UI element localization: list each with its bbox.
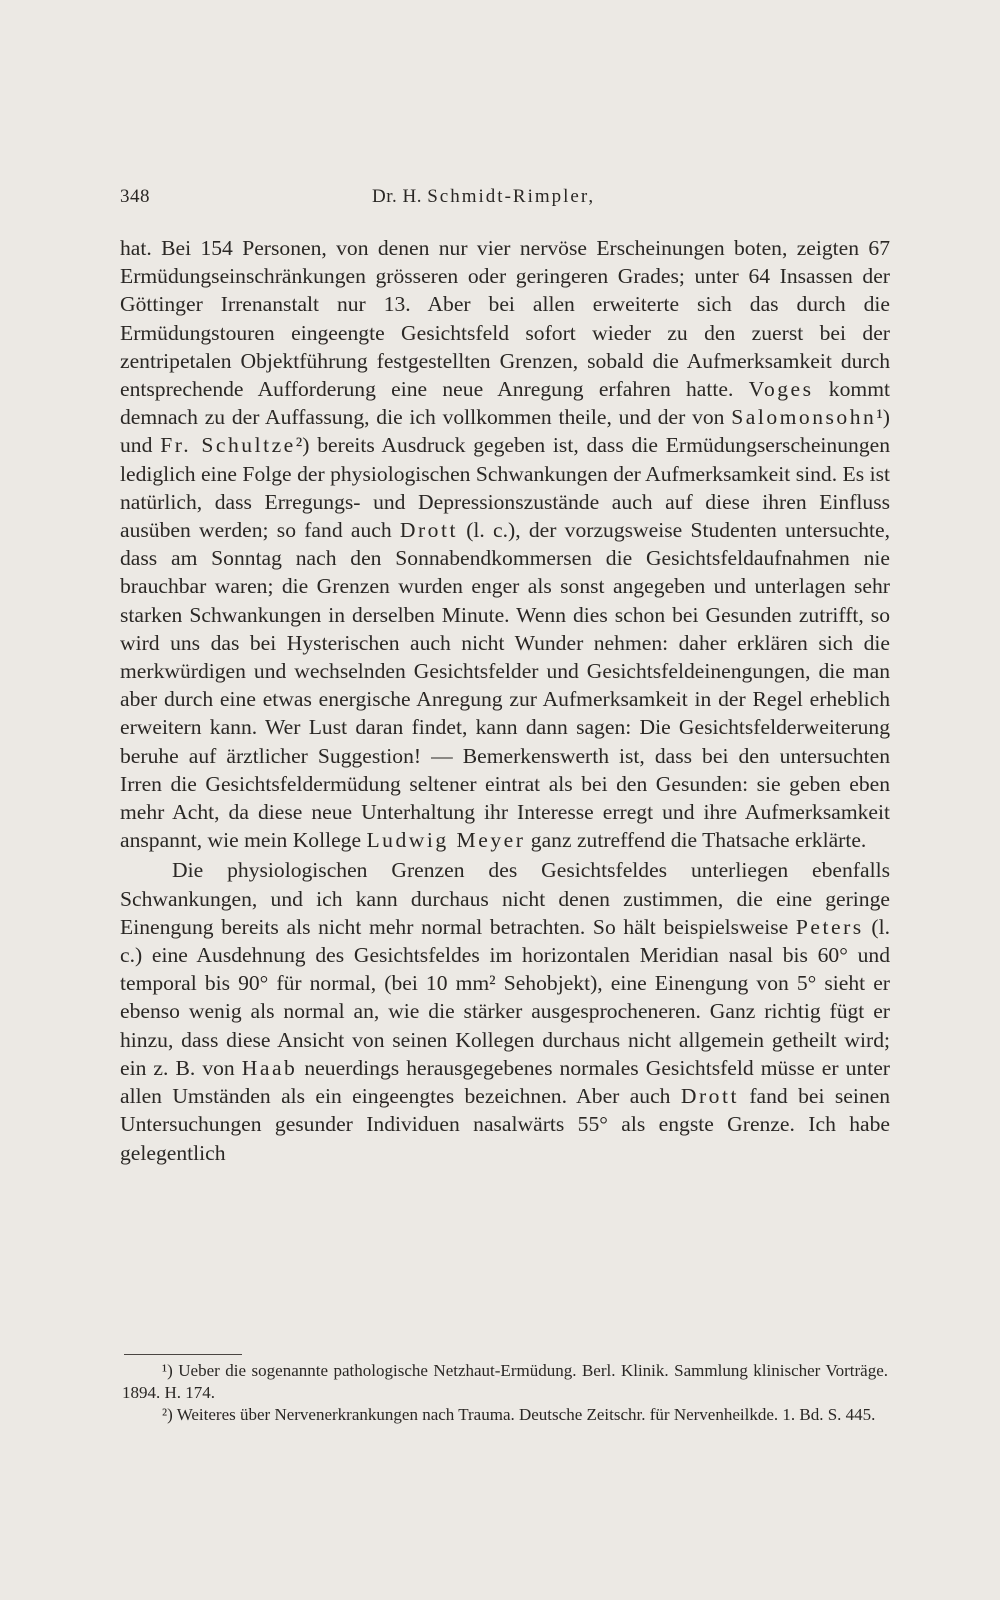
paragraph — [120, 234, 890, 854]
spaced-name: Drott — [399, 518, 458, 543]
spaced-name: Peters — [795, 914, 864, 939]
page-number: 348 — [120, 186, 150, 207]
paragraph — [120, 856, 890, 1166]
spaced-name: Salomonsohn — [731, 405, 877, 430]
footnote-1: ¹) Ueber die sogenannte pathologische Netzhaut-Ermüdung. Berl. Klinik. Sammlung klinischer Vorträge. 1894. H. 174. — [122, 1361, 888, 1402]
body-text — [120, 234, 890, 1167]
text-run: ganz zutreffend die Thatsache erklärte. — [525, 828, 867, 853]
running-head-author-name: Schmidt-Rimpler, — [427, 186, 596, 207]
text-run: ²) bereits Ausdruck gegeben ist, dass die Ermüdungserscheinungen lediglich eine Folge der physiologischen Schwankungen der Aufmerksamkeit sind. Es ist natürlich, dass Erregungs- und Depressionszustände auch auf diese ihren Einfluss ausüben werden; so fand auch — [120, 433, 890, 543]
footnotes — [122, 1360, 888, 1426]
text-run: kommt demnach zu der Auffassung, die ich vollkommen theile, und der von — [120, 377, 890, 430]
running-head-author-prefix: Dr. H. — [372, 186, 422, 207]
text-run: hat. Bei 154 Personen, von denen nur vier nervöse Erscheinungen boten, zeigten 67 Ermüdungseinschränkungen grösseren oder geringeren Grades; unter 64 Insassen der Göttinger Irrenanstalt nur 13. Aber bei allen erweiterte sich das durch die Ermüdungstouren eingeengte Gesichtsfeld sofort wieder zu den zuerst bei der zentripetalen Objektführung festgestellten Grenzen, sobald die Aufmerksamkeit durch entsprechende Aufforderung eine neue Anregung erfahren hatte. — [120, 236, 890, 402]
spaced-name: Fr. Schultze — [160, 433, 296, 458]
text-run: ¹) und — [120, 405, 890, 458]
spaced-name: Haab — [241, 1055, 298, 1080]
text-run: (l. c.) eine Ausdehnung des Gesichtsfeldes im horizontalen Meridian nasal bis 60° und temporal bis 90° für normal, (bei 10 mm² Sehobjekt), eine Einengung von 5° sieht er ebenso wenig als normal an, wie die stärker ausgesprocheneren. Ganz richtig fügt er hinzu, dass diese Ansicht von seinen Kollegen durchaus nicht allgemein getheilt wird; ein z. B. von — [120, 914, 890, 1080]
text-run: (l. c.), der vorzugsweise Studenten untersuchte, dass am Sonntag nach den Sonnabendkommersen die Gesichtsfeldaufnahmen nie brauchbar waren; die Grenzen wurden enger als sonst angegeben und unterlagen sehr starken Schwankungen in derselben Minute. Wenn dies schon bei Gesunden zutrifft, so wird uns das bei Hysterischen auch nicht Wunder nehmen: daher erklären sich die merkwürdigen und wechselnden Gesichtsfelder und Gesichtsfeldeinengungen, die man aber durch eine etwas energische Anregung zur Aufmerksamkeit in der Regel erheblich erweitern kann. Wer Lust daran findet, kann dann sagen: Die Gesichtsfelderweiterung beruhe auf ärztlicher Suggestion! — Bemerkenswerth ist, dass bei den untersuchten Irren die Gesichtsfeldermüdung seltener eintrat als bei den Gesunden: sie geben eben mehr Acht, da diese neue Unterhaltung ihr Interesse erregt und ihre Aufmerksamkeit anspannt, wie mein Kollege — [120, 518, 891, 853]
spaced-name: Voges — [748, 377, 814, 402]
running-header — [120, 186, 890, 216]
spaced-name: Ludwig Meyer — [366, 828, 526, 853]
footnote-rule — [124, 1354, 242, 1355]
text-run: neuerdings herausgegebenes normales Gesichtsfeld müsse er unter allen Umständen als ein eingeengtes bezeichnen. Aber auch — [120, 1055, 890, 1109]
text-run: Die physiologischen Grenzen des Gesichtsfeldes unterliegen ebenfalls Schwankungen, und ich kann durchaus nicht denen zustimmen, die eine geringe Einengung bereits als nicht mehr normal betrachten. So hält beispielsweise — [120, 858, 890, 939]
spaced-name: Drott — [680, 1084, 739, 1109]
footnote-2: ²) Weiteres über Nervenerkrankungen nach Trauma. Deutsche Zeitschr. für Nervenheilkde. 1. Bd. S. 445. — [162, 1405, 876, 1424]
running-head — [372, 186, 595, 208]
text-run: fand bei seinen Untersuchungen gesunder Individuen nasalwärts 55° als engste Grenze. Ich habe gelegentlich — [120, 1084, 890, 1165]
